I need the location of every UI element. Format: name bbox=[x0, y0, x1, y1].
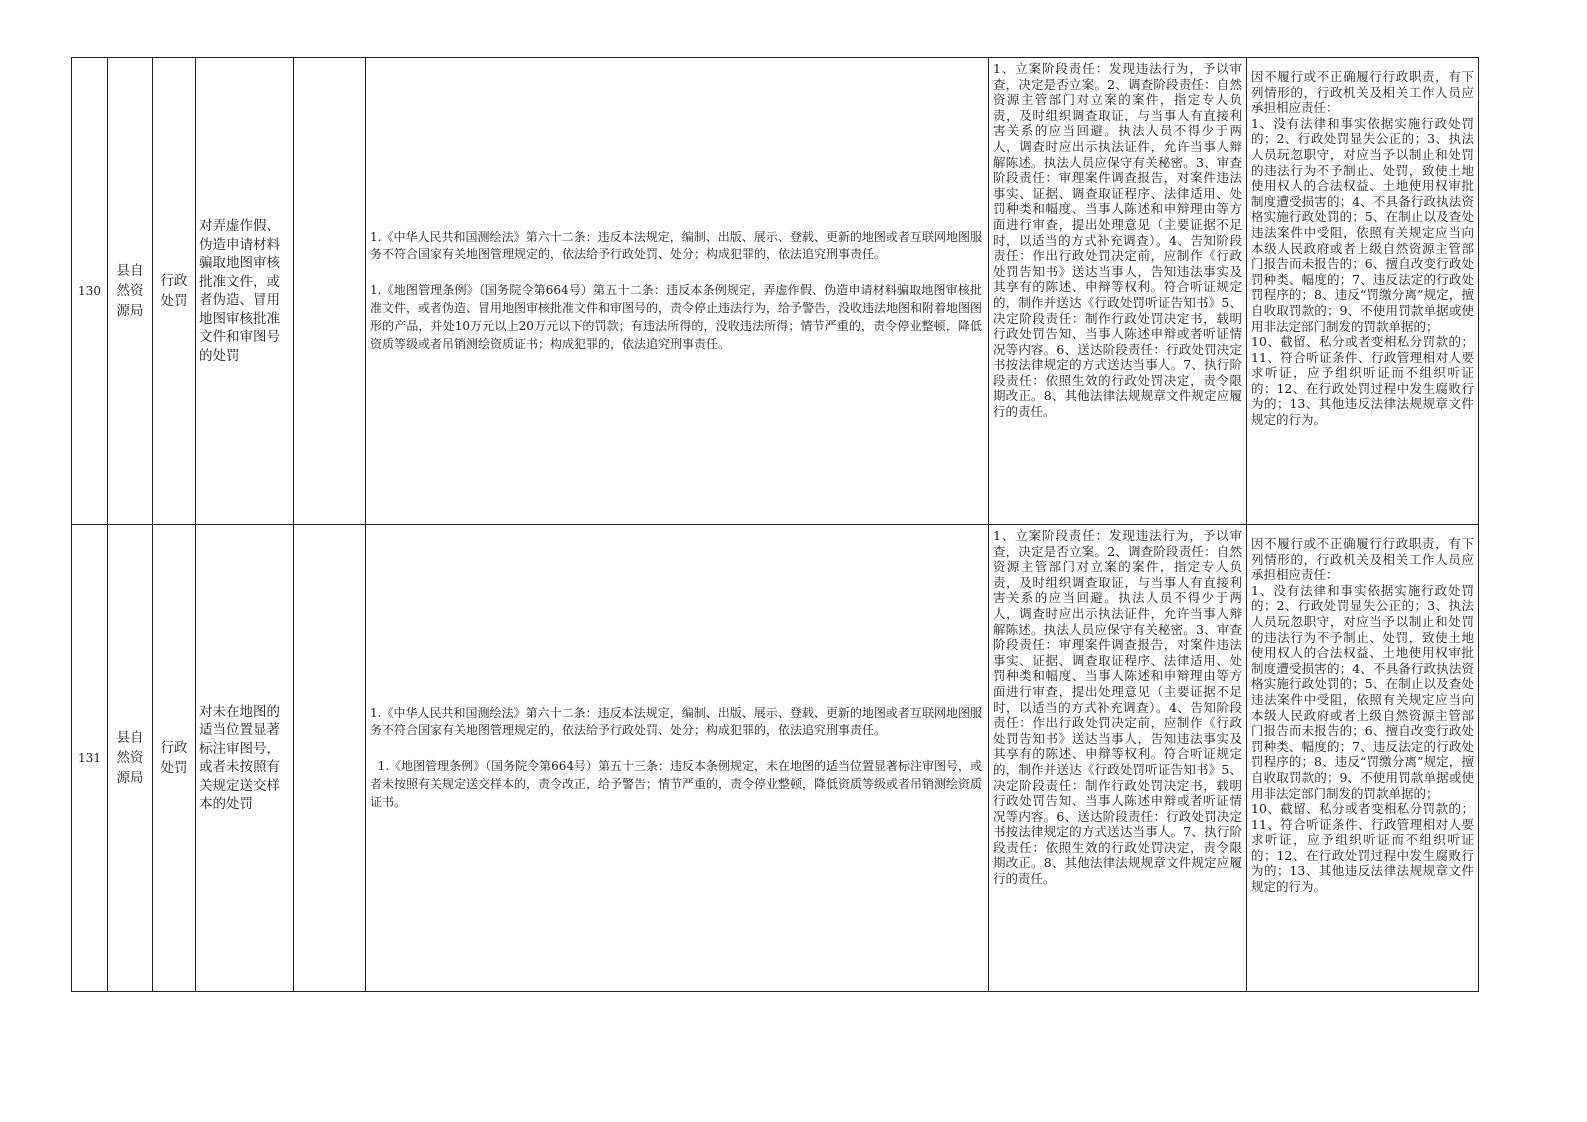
power-item-cell bbox=[196, 525, 294, 992]
responsibility-text: 1、立案阶段责任：发现违法行为，予以审查，决定是否立案。2、调查阶段责任：自然资源主管部门对立案的案件，指定专人负责，及时组织调查取证，与当事人有直接利害关系的应当回避。执法人员不得少于两人，调查时应出示执法证件，允许当事人辩解陈述。执法人员应保守有关秘密。3、审查阶段责任：审理案件调查报告，对案件违法事实、证据、调查取证程序、法律适用、处罚种类和幅度、当事人陈述和申辩理由等方面进行审查，提出处理意见（主要证据不足时，以适当的方式补充调查）。4、告知阶段责任：作出行政处罚决定前，应制作《行政处罚告知书》送达当事人，告知违法事实及其享有的陈述、申辩等权利。符合听证规定的，制作并送达《行政处罚听证告知书》5、决定阶段责任：制作行政处罚决定书，载明行政处罚告知、当事人陈述申辩或者听证情况等内容。6、送达阶段责任：行政处罚决定书按法律规定的方式送达当事人。7、执行阶段责任：依照生效的行政处罚决定，责令限期改正。8、其他法律法规规章文件规定应履行的责任。 bbox=[993, 528, 1242, 887]
legal-basis-clause: 1.《地图管理条例》（国务院令第664号）第五十二条：违反本条例规定，弄虚作假、伪造申请材料骗取地图审核批准文件，或者伪造、冒用地图审核批准文件和审图号的，责令停止违法行为，给予警告，没收违法地图和附着地图图形的产品，并处10万元以上20万元以下的罚款；有违法所得的，没收违法所得；情节严重的，责令停业整顿，降低资质等级或者吊销测绘资质证书；构成犯罪的，依法追究刑事责任。 bbox=[370, 283, 983, 351]
accountability-cell bbox=[1247, 525, 1479, 992]
accountability-cell bbox=[1247, 58, 1479, 525]
sub-item-cell bbox=[294, 58, 366, 525]
responsibility-cell bbox=[989, 58, 1247, 525]
legal-basis-cell bbox=[366, 525, 989, 992]
table-row bbox=[72, 525, 1479, 992]
department-cell bbox=[108, 525, 153, 992]
power-item-text: 对弄虚作假、伪造申请材料骗取地图审核批准文件，或者伪造、冒用地图审核批准文件和审图号的处罚 bbox=[199, 218, 280, 364]
legal-basis-clause: 1.《中华人民共和国测绘法》第六十二条：违反本法规定，编制、出版、展示、登载、更新的地图或者互联网地图服务不符合国家有关地图管理规定的，依法给予行政处罚、处分；构成犯罪的，依法追究刑事责任。 bbox=[370, 229, 982, 262]
accountability-text: 因不履行或不正确履行行政职责，有下列情形的，行政机关及相关工作人员应承担相应责任： 1、没有法律和事实依据实施行政处罚的；2、行政处罚显失公正的；3、执法人员玩忽职守，对应当予以制止和处罚的违法行为不予制止、处罚，致使土地使用权人的合法权益、土地使用权审批制度遭受损害的；4、不具备行政执法资格实施行政处罚的；5、在制止以及查处违法案件中受阻，依照有关规定应当向本级人民政府或者上级自然资源主管部门报告而未报告的；6、擅自改变行政处罚种类、幅度的；7、违反法定的行政处罚程序的；8、违反“罚缴分离”规定，擅自收取罚款的；9、不使用罚款单据或使用非法定部门制发的罚款单据的； 10、截留、私分或者变相私分罚款的；11、符合听证条件、行政管理相对人要求听证，应予组织听证而不组织听证的；12、在行政处罚过程中发生腐败行为的；13、其他违反法律法规规章文件规定的行为。 bbox=[1251, 536, 1474, 895]
sub-item-cell bbox=[294, 525, 366, 992]
legal-basis-clause: 1.《地图管理条例》（国务院令第664号）第五十三条：违反本条例规定，未在地图的适当位置显著标注审图号，或者未按照有关规定送交样本的，责令改正，给予警告；情节严重的，责令停业整顿，降低资质等级或者吊销测绘资质证书。 bbox=[370, 759, 983, 809]
legal-basis-cell bbox=[366, 58, 989, 525]
row-number: 131 bbox=[72, 525, 108, 992]
power-type-cell bbox=[153, 525, 196, 992]
responsibility-text: 1、立案阶段责任：发现违法行为，予以审查，决定是否立案。2、调查阶段责任：自然资源主管部门对立案的案件，指定专人负责，及时组织调查取证，与当事人有直接利害关系的应当回避。执法人员不得少于两人，调查时应出示执法证件，允许当事人辩解陈述。执法人员应保守有关秘密。3、审查阶段责任：审理案件调查报告，对案件违法事实、证据、调查取证程序、法律适用、处罚种类和幅度、当事人陈述和申辩理由等方面进行审查，提出处理意见（主要证据不足时，以适当的方式补充调查）。4、告知阶段责任：作出行政处罚决定前，应制作《行政处罚告知书》送达当事人，告知违法事实及其享有的陈述、申辩等权利。符合听证规定的，制作并送达《行政处罚听证告知书》5、决定阶段责任：制作行政处罚决定书，载明行政处罚告知、当事人陈述申辩或者听证情况等内容。6、送达阶段责任：行政处罚决定书按法律规定的方式送达当事人。7、执行阶段责任：依照生效的行政处罚决定，责令限期改正。8、其他法律法规规章文件规定应履行的责任。 bbox=[993, 61, 1242, 420]
power-type-text: 行政处罚 bbox=[160, 273, 188, 309]
accountability-text: 因不履行或不正确履行行政职责，有下列情形的，行政机关及相关工作人员应承担相应责任： 1、没有法律和事实依据实施行政处罚的；2、行政处罚显失公正的；3、执法人员玩忽职守，对应当予以制止和处罚的违法行为不予制止、处罚，致使土地使用权人的合法权益、土地使用权审批制度遭受损害的；4、不具备行政执法资格实施行政处罚的；5、在制止以及查处违法案件中受阻，依照有关规定应当向本级人民政府或者上级自然资源主管部门报告而未报告的；6、擅自改变行政处罚种类、幅度的；7、违反法定的行政处罚程序的；8、违反“罚缴分离”规定，擅自收取罚款的；9、不使用罚款单据或使用非法定部门制发的罚款单据的； 10、截留、私分或者变相私分罚款的；11、符合听证条件、行政管理相对人要求听证，应予组织听证而不组织听证的；12、在行政处罚过程中发生腐败行为的；13、其他违反法律法规规章文件规定的行为。 bbox=[1251, 69, 1474, 428]
department-cell bbox=[108, 58, 153, 525]
row-number: 130 bbox=[72, 58, 108, 525]
power-type-cell bbox=[153, 58, 196, 525]
power-type-text: 行政处罚 bbox=[160, 740, 188, 776]
legal-basis-clause: 1.《中华人民共和国测绘法》第六十二条：违反本法规定，编制、出版、展示、登载、更新的地图或者互联网地图服务不符合国家有关地图管理规定的，依法给予行政处罚、处分；构成犯罪的，依法追究刑事责任。 bbox=[370, 705, 982, 738]
department-text: 县自然资源局 bbox=[116, 730, 144, 786]
power-item-text: 对未在地图的适当位置显著标注审图号，或者未按照有关规定送交样本的处罚 bbox=[199, 703, 280, 812]
responsibility-cell bbox=[989, 525, 1247, 992]
department-text: 县自然资源局 bbox=[116, 263, 144, 319]
power-list-table bbox=[71, 57, 1479, 992]
table-row bbox=[72, 58, 1479, 525]
power-item-cell bbox=[196, 58, 294, 525]
